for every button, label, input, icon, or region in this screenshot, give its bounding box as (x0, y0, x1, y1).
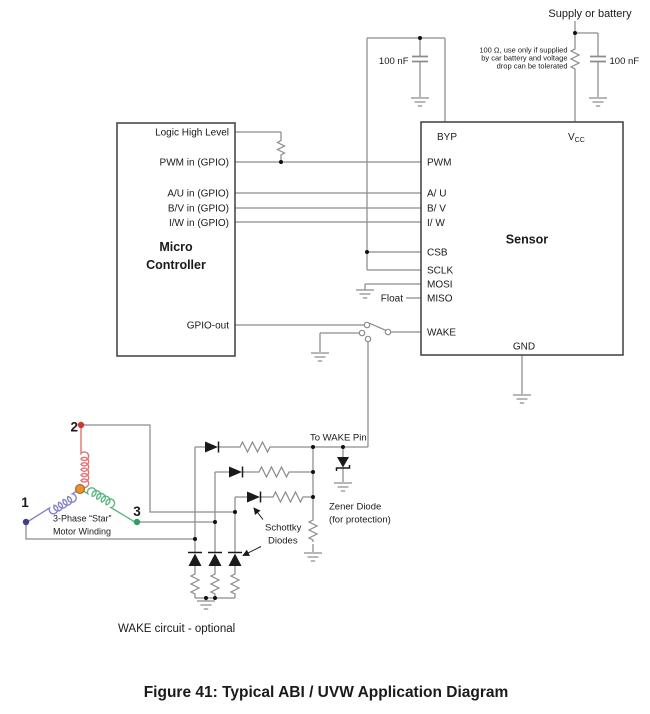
micro-pin-gpio-out: GPIO-out (186, 320, 229, 332)
zener-label-line2: (for protection) (329, 514, 391, 526)
wake-circuit-optional-label: WAKE circuit - optional (118, 623, 236, 635)
micro-title-line1: Micro (159, 240, 193, 254)
terminal-3-node (134, 519, 140, 525)
supply-label: Supply or battery (548, 8, 632, 20)
terminal-1-label: 1 (21, 495, 29, 510)
sensor-pin-byp: BYP (437, 132, 458, 143)
sensor-pin-vcc: $V_{CC}$ (568, 132, 585, 144)
miso-float-note: Float (380, 293, 403, 305)
switch-contact-ground (359, 330, 364, 335)
terminal-2-label: 2 (70, 419, 78, 435)
resistor-note-line3: drop can be tolerated (496, 61, 568, 71)
micro-pin-logic-high: Logic High Level (155, 127, 229, 139)
star-center-node (76, 485, 85, 494)
cap-left-value: 100 nF (378, 56, 409, 67)
switch-pole-wake (385, 329, 390, 334)
motor-label-line1: 3-Phase “Star” (53, 513, 112, 524)
figure-caption: Figure 41: Typical ABI / UVW Application Diagram (143, 684, 509, 701)
sensor-pin-gnd: GND (512, 341, 536, 353)
sensor-pin-miso: MISO (427, 293, 453, 305)
terminal-2-node (78, 422, 84, 428)
micro-pin-au: A/U in (GPIO) (167, 188, 229, 200)
sensor-pin-pwm: PWM (427, 157, 452, 169)
switch-contact-wake-circuit (365, 336, 370, 341)
resistor-note-line2: by car battery and voltage (481, 53, 568, 63)
to-wake-pin-label: To WAKE Pin (310, 432, 367, 444)
micro-pin-bv: B/V in (GPIO) (167, 203, 229, 215)
sensor-pin-iw: I/ W (427, 218, 445, 229)
terminal-3-label: 3 (133, 504, 141, 519)
sensor-pin-au: A/ U (427, 188, 447, 200)
motor-label-line2: Motor Winding (53, 526, 112, 537)
micro-title-line2: Controller (146, 258, 206, 272)
sensor-pin-bv: B/ V (427, 203, 446, 215)
cap-right-value: 100 nF (609, 56, 640, 67)
terminal-1-node (23, 519, 29, 525)
sensor-pin-wake: WAKE (427, 327, 457, 339)
micro-pin-pwm: PWM in (GPIO) (159, 157, 229, 169)
micro-pin-iw: I/W in (GPIO) (169, 218, 229, 229)
sensor-pin-csb: CSB (427, 247, 448, 259)
sensor-pin-mosi: MOSI (427, 279, 453, 291)
zener-label-line1: Zener Diode (329, 501, 382, 513)
switch-contact-gpio (364, 322, 369, 327)
resistor-note-line1: 100 Ω, use only if supplied (479, 45, 568, 55)
schottky-label-line2: Diodes (268, 535, 298, 547)
schottky-label-line1: Schottky (265, 522, 302, 534)
sensor-pin-sclk: SCLK (427, 265, 454, 277)
sensor-title: Sensor (505, 232, 549, 247)
